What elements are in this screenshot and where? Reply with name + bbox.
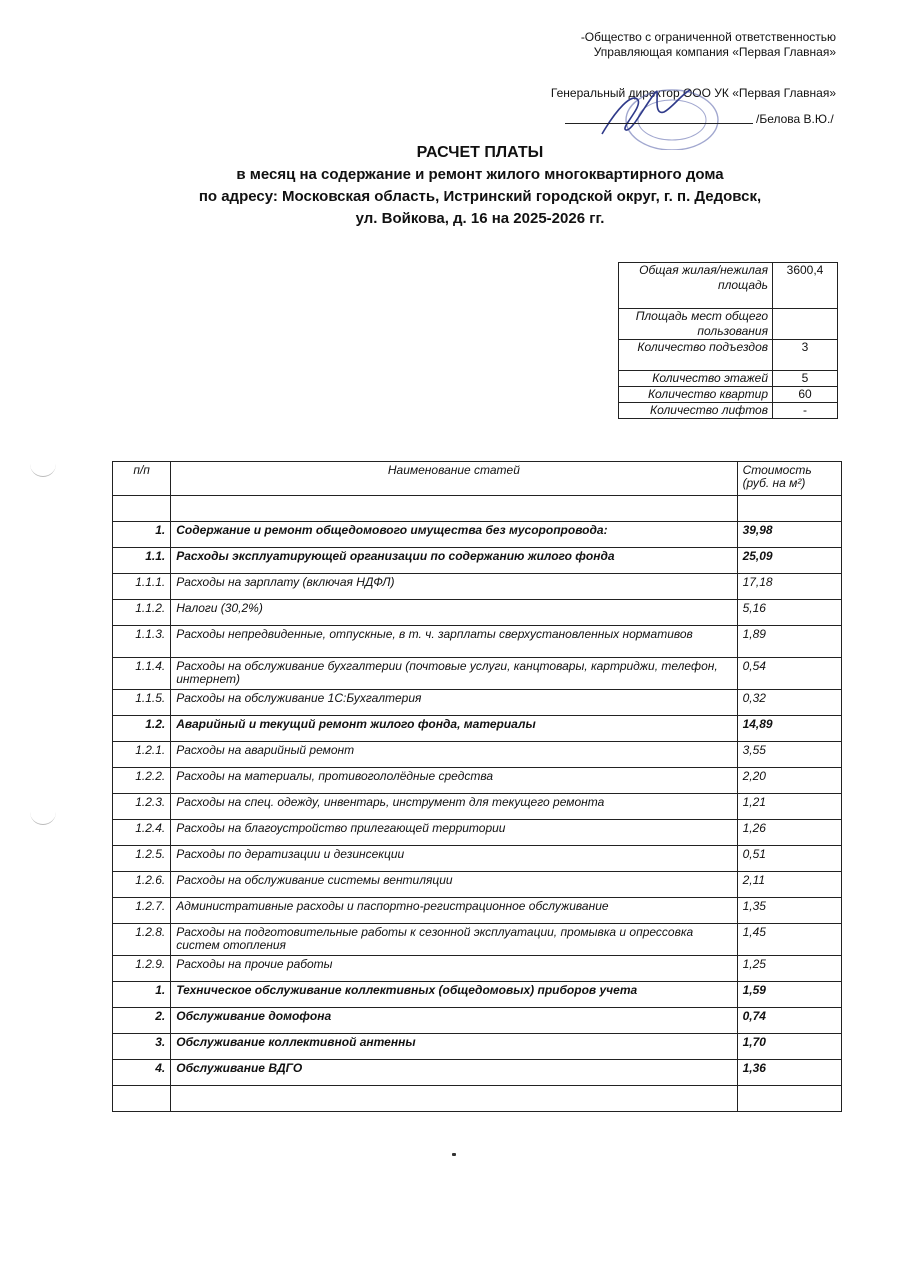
row-cost: 1,35 bbox=[737, 898, 841, 924]
row-cost: 0,74 bbox=[737, 1008, 841, 1034]
table-row bbox=[113, 982, 842, 1008]
param-row bbox=[619, 309, 838, 340]
row-num: 4. bbox=[113, 1060, 171, 1086]
param-row bbox=[619, 371, 838, 387]
margin-mark bbox=[30, 462, 56, 477]
row-cost: 17,18 bbox=[737, 574, 841, 600]
row-num: 1.2.1. bbox=[113, 742, 171, 768]
row-cost: 1,89 bbox=[737, 626, 841, 658]
row-num: 2. bbox=[113, 1008, 171, 1034]
header-num: п/п bbox=[113, 462, 171, 496]
cost-rows bbox=[113, 522, 842, 1086]
row-cost: 25,09 bbox=[737, 548, 841, 574]
param-label: Общая жилая/нежилая площадь bbox=[619, 263, 773, 309]
row-num: 1. bbox=[113, 982, 171, 1008]
row-cost: 1,36 bbox=[737, 1060, 841, 1086]
table-header-row bbox=[113, 462, 842, 496]
title-line-4: ул. Войкова, д. 16 на 2025-2026 гг. bbox=[355, 210, 605, 227]
row-num: 1.1.5. bbox=[113, 690, 171, 716]
table-row bbox=[113, 768, 842, 794]
table-row bbox=[113, 924, 842, 956]
signature-name: /Белова В.Ю./ bbox=[756, 112, 834, 126]
table-row bbox=[113, 626, 842, 658]
row-num: 1.2.9. bbox=[113, 956, 171, 982]
row-name: Обслуживание ВДГО bbox=[171, 1060, 737, 1086]
row-name: Расходы на обслуживание 1С:Бухгалтерия bbox=[171, 690, 737, 716]
table-row bbox=[113, 872, 842, 898]
title-line-3: по адресу: Московская область, Истринский городской округ, г. п. Дедовск, bbox=[198, 188, 762, 205]
row-name: Расходы на материалы, противогололёдные средства bbox=[171, 768, 737, 794]
row-num: 1.2. bbox=[113, 716, 171, 742]
director-title: Генеральный директор ООО УК «Первая Главная» bbox=[550, 86, 836, 100]
param-value: 60 bbox=[773, 387, 838, 403]
param-row bbox=[619, 387, 838, 403]
row-cost: 1,25 bbox=[737, 956, 841, 982]
param-value: 3600,4 bbox=[773, 263, 838, 309]
row-num: 1.2.4. bbox=[113, 820, 171, 846]
scan-dot bbox=[452, 1153, 456, 1156]
signature-icon bbox=[602, 90, 690, 134]
row-cost: 0,54 bbox=[737, 658, 841, 690]
row-name: Административные расходы и паспортно-регистрационное обслуживание bbox=[171, 898, 737, 924]
row-name: Расходы по дератизации и дезинсекции bbox=[171, 846, 737, 872]
param-label: Площадь мест общего пользования bbox=[619, 309, 773, 340]
table-row bbox=[113, 846, 842, 872]
stamp-and-signature bbox=[572, 70, 722, 150]
signature-line bbox=[565, 122, 753, 124]
table-row bbox=[113, 820, 842, 846]
row-cost: 14,89 bbox=[737, 716, 841, 742]
table-empty-row bbox=[113, 1086, 842, 1112]
row-num: 1.1.4. bbox=[113, 658, 171, 690]
table-row bbox=[113, 956, 842, 982]
table-row bbox=[113, 522, 842, 548]
table-row bbox=[113, 898, 842, 924]
row-num: 1.2.2. bbox=[113, 768, 171, 794]
row-name: Расходы на аварийный ремонт bbox=[171, 742, 737, 768]
row-name: Налоги (30,2%) bbox=[171, 600, 737, 626]
param-value bbox=[773, 309, 838, 340]
org-header bbox=[581, 30, 836, 60]
row-name: Расходы на зарплату (включая НДФЛ) bbox=[171, 574, 737, 600]
param-label: Количество квартир bbox=[619, 387, 773, 403]
stamp-icon bbox=[626, 90, 718, 150]
row-name: Расходы эксплуатирующей организации по содержанию жилого фонда bbox=[171, 548, 737, 574]
row-cost: 0,51 bbox=[737, 846, 841, 872]
table-row bbox=[113, 716, 842, 742]
row-name: Расходы на подготовительные работы к сезонной эксплуатации, промывка и опрессовка систем отопления bbox=[171, 924, 737, 956]
row-name: Содержание и ремонт общедомового имущества без мусоропровода: bbox=[171, 522, 737, 548]
row-num: 1.1. bbox=[113, 548, 171, 574]
row-cost: 3,55 bbox=[737, 742, 841, 768]
row-cost: 2,20 bbox=[737, 768, 841, 794]
table-row bbox=[113, 690, 842, 716]
row-name: Аварийный и текущий ремонт жилого фонда, материалы bbox=[171, 716, 737, 742]
row-num: 1.2.5. bbox=[113, 846, 171, 872]
table-row bbox=[113, 548, 842, 574]
row-num: 1.1.3. bbox=[113, 626, 171, 658]
row-name: Расходы на благоустройство прилегающей территории bbox=[171, 820, 737, 846]
row-num: 1.2.6. bbox=[113, 872, 171, 898]
row-cost: 1,70 bbox=[737, 1034, 841, 1060]
row-name: Техническое обслуживание коллективных (общедомовых) приборов учета bbox=[171, 982, 737, 1008]
row-num: 1.2.3. bbox=[113, 794, 171, 820]
cost-table bbox=[112, 461, 842, 1112]
row-num: 3. bbox=[113, 1034, 171, 1060]
row-num: 1.1.2. bbox=[113, 600, 171, 626]
row-num: 1.2.8. bbox=[113, 924, 171, 956]
param-row bbox=[619, 403, 838, 419]
row-num: 1.2.7. bbox=[113, 898, 171, 924]
table-row bbox=[113, 794, 842, 820]
table-row bbox=[113, 1034, 842, 1060]
row-name: Обслуживание домофона bbox=[171, 1008, 737, 1034]
document-title bbox=[90, 142, 870, 230]
row-cost: 2,11 bbox=[737, 872, 841, 898]
title-line-2: в месяц на содержание и ремонт жилого многоквартирного дома bbox=[236, 166, 724, 183]
row-cost: 0,32 bbox=[737, 690, 841, 716]
param-label: Количество этажей bbox=[619, 371, 773, 387]
param-label: Количество подъездов bbox=[619, 340, 773, 371]
row-cost: 1,59 bbox=[737, 982, 841, 1008]
org-line-1: -Общество с ограниченной ответственностью bbox=[580, 30, 836, 44]
margin-mark bbox=[30, 810, 56, 825]
param-row bbox=[619, 263, 838, 309]
param-value: - bbox=[773, 403, 838, 419]
org-line-2: Управляющая компания «Первая Главная» bbox=[593, 45, 836, 59]
row-num: 1. bbox=[113, 522, 171, 548]
table-spacer-row bbox=[113, 496, 842, 522]
header-name: Наименование статей bbox=[171, 462, 737, 496]
table-row bbox=[113, 658, 842, 690]
row-name: Расходы на спец. одежду, инвентарь, инструмент для текущего ремонта bbox=[171, 794, 737, 820]
table-row bbox=[113, 574, 842, 600]
row-cost: 5,16 bbox=[737, 600, 841, 626]
param-row bbox=[619, 340, 838, 371]
building-params-table bbox=[618, 262, 838, 419]
row-cost: 1,45 bbox=[737, 924, 841, 956]
header-cost: Стоимость (руб. на м²) bbox=[737, 462, 841, 496]
param-value: 5 bbox=[773, 371, 838, 387]
param-value: 3 bbox=[773, 340, 838, 371]
row-cost: 1,26 bbox=[737, 820, 841, 846]
row-cost: 39,98 bbox=[737, 522, 841, 548]
row-name: Расходы на обслуживание бухгалтерии (почтовые услуги, канцтовары, картриджи, телефон, интернет) bbox=[171, 658, 737, 690]
table-row bbox=[113, 742, 842, 768]
table-row bbox=[113, 1008, 842, 1034]
param-label: Количество лифтов bbox=[619, 403, 773, 419]
table-row bbox=[113, 600, 842, 626]
row-name: Расходы непредвиденные, отпускные, в т. ч. зарплаты сверхустановленных нормативов bbox=[171, 626, 737, 658]
row-name: Расходы на обслуживание системы вентиляции bbox=[171, 872, 737, 898]
row-num: 1.1.1. bbox=[113, 574, 171, 600]
row-name: Расходы на прочие работы bbox=[171, 956, 737, 982]
row-name: Обслуживание коллективной антенны bbox=[171, 1034, 737, 1060]
table-row bbox=[113, 1060, 842, 1086]
title-line-1: РАСЧЕТ ПЛАТЫ bbox=[416, 144, 544, 161]
row-cost: 1,21 bbox=[737, 794, 841, 820]
